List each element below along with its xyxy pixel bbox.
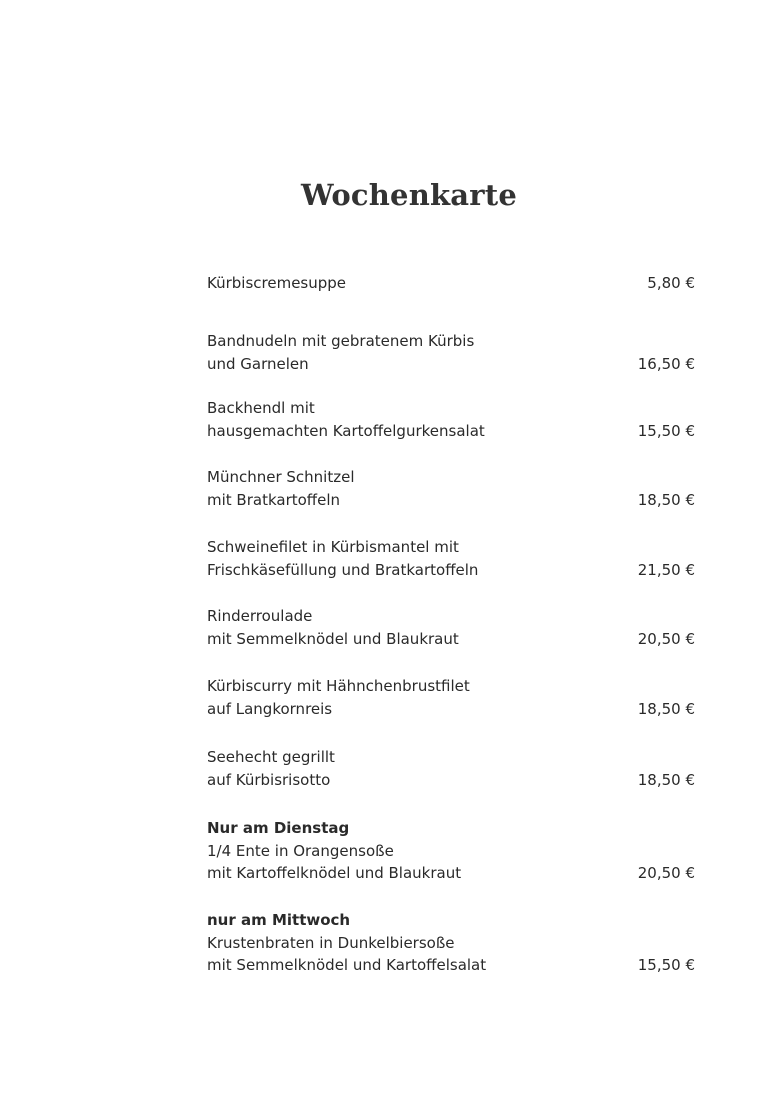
menu-item-description [207, 397, 627, 442]
menu-item-price: 15,50 € [637, 421, 695, 440]
menu-item-description [207, 675, 627, 720]
menu-item-line: auf Langkornreis [207, 699, 333, 718]
menu-item-line: Münchner Schnitzel [207, 468, 355, 486]
menu-item-line: Schweinefilet in Kürbismantel mit [207, 538, 459, 556]
menu-item-krustenbraten-mittwoch [207, 909, 695, 977]
menu-item-line: Frischkäsefüllung und Bratkartoffeln [207, 560, 479, 579]
menu-item-line: Kürbiscremesuppe [207, 274, 347, 292]
menu-item-line: Backhendl mit [207, 399, 315, 417]
menu-item-line: auf Kürbisrisotto [207, 770, 331, 789]
menu-item-price: 18,50 € [637, 770, 695, 789]
menu-item-price: 18,50 € [637, 699, 695, 718]
menu-item-price: 16,50 € [637, 354, 695, 373]
menu-item-description [207, 746, 627, 791]
menu-item-description [207, 605, 627, 650]
menu-item-line: und Garnelen [207, 354, 309, 373]
menu-item-description [207, 536, 627, 581]
menu-item-line: mit Semmelknödel und Kartoffelsalat [207, 956, 487, 974]
menu-item-kuerbiscurry [207, 675, 695, 720]
menu-item-line: 1/4 Ente in Orangensoße [207, 841, 394, 860]
page-title: Wochenkarte [300, 178, 518, 212]
menu-item-rinderroulade [207, 605, 695, 650]
menu-item-price: 21,50 € [637, 560, 695, 579]
menu-item-description [207, 272, 627, 295]
menu-item-line: Krustenbraten in Dunkelbiersoße [207, 933, 455, 952]
menu-item-line: Bandnudeln mit gebratenem Kürbis [207, 332, 475, 350]
menu-item-line: Kürbiscurry mit Hähnchenbrustfilet [207, 677, 470, 695]
menu-item-day-heading: Nur am Dienstag [207, 819, 350, 837]
menu-item-kuerbiscremesuppe [207, 272, 695, 295]
menu-item-price: 18,50 € [637, 490, 695, 509]
menu-item-description [207, 817, 627, 885]
menu-item-line: hausgemachten Kartoffelgurkensalat [207, 421, 485, 440]
menu-item-schweinefilet [207, 536, 695, 581]
menu-item-bandnudeln [207, 330, 695, 375]
menu-item-ente-dienstag [207, 817, 695, 885]
menu-item-line: mit Kartoffelknödel und Blaukraut [207, 864, 462, 882]
menu-item-description [207, 466, 627, 511]
menu-item-line: mit Semmelknödel und Blaukraut [207, 629, 459, 648]
menu-item-price: 20,50 € [637, 629, 695, 648]
menu-item-backhendl [207, 397, 695, 442]
menu-item-muenchner-schnitzel [207, 466, 695, 511]
menu-item-line: Rinderroulade [207, 607, 313, 625]
menu-item-price: 15,50 € [637, 956, 695, 974]
menu-item-line: mit Bratkartoffeln [207, 490, 341, 509]
menu-item-description [207, 909, 627, 977]
menu-item-price: 20,50 € [637, 864, 695, 882]
menu-item-line: Seehecht gegrillt [207, 748, 335, 766]
menu-item-day-heading: nur am Mittwoch [207, 911, 351, 929]
menu-item-description [207, 330, 627, 375]
menu-item-price: 5,80 € [647, 274, 695, 292]
menu-item-seehecht [207, 746, 695, 791]
